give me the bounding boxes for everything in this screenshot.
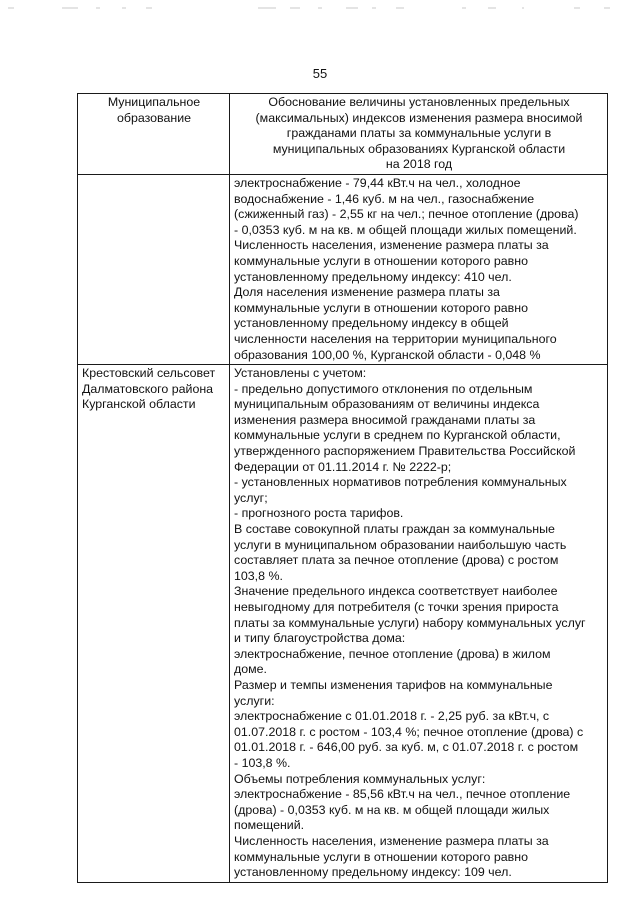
justification-table: [77, 93, 608, 883]
paragraph: электроснабжение - 85,56 кВт.ч на чел., печное отопление (дрова) - 0,0353 куб. м на кв. м общей площади жилых помещений.: [234, 787, 571, 833]
municipality-cell: [78, 174, 230, 364]
paragraph: - установленных нормативов потребления коммунальных услуг;: [234, 475, 567, 505]
column-header-justification: Обоснование величины установленных предельных (максимальных) индексов изменения размера вносимой гражданами платы за коммунальные услуги в муниципальных образованиях Курганской области на 2018 год: [230, 94, 608, 175]
table-row: [78, 365, 608, 883]
scan-artifact-marks: [0, 6, 640, 10]
municipality-cell: Крестовский сельсовет Далматовского района Курганской области: [78, 365, 230, 883]
paragraph: Численность населения, изменение размера платы за коммунальные услуги в отношении которого равно установленному предельному индексу: 109 чел.: [234, 833, 549, 880]
paragraph: электроснабжение, печное отопление (дрова) в жилом доме.: [234, 646, 551, 677]
paragraph: Объемы потребления коммунальных услуг:: [234, 771, 486, 786]
paragraph: электроснабжение с 01.01.2018 г. - 2,25 руб. за кВт.ч, с 01.07.2018 г. с ростом - 103,4 %; печное отопление (дрова) с 01.01.2018 г. - 646,00 руб. за куб. м, с 01.07.2018 г. с ростом - 103,8 %.: [234, 709, 584, 770]
justification-cell: [230, 174, 608, 364]
paragraph: электроснабжение - 79,44 кВт.ч на чел., холодное водоснабжение - 1,46 куб. м на чел., газоснабжение (сжиженный газ) - 2,55 кг на чел.; печное отопление (дрова) - 0,0353 куб. м на кв. м общей площади жилых помещений.: [234, 175, 579, 237]
table-row: [78, 174, 608, 364]
paragraph: - предельно допустимого отклонения по отдельным муниципальным образованиям от величины индекса изменения размера вносимой гражданами платы за коммунальные услуги в среднем по Курганской области, утвержденного распоряжением Правительства Российской Федерации от 01.11.2014 г. № 2222-р;: [234, 381, 576, 474]
justification-cell: [230, 365, 608, 883]
paragraph: В составе совокупной платы граждан за коммунальные услуги в муниципальном образовании наибольшую часть составляет плата за печное отопление (дрова) с ростом 103,8 %.: [234, 522, 567, 583]
paragraph: Численность населения, изменение размера платы за коммунальные услуги в отношении которого равно установленному предельному индексу: 410 чел.: [234, 238, 549, 284]
paragraph: Доля населения изменение размера платы за коммунальные услуги в отношении которого равно установленному предельному индексу в общей численности населения на территории муниципального образования 100,00 %, Курганской области - 0,048 %: [234, 285, 557, 362]
paragraph: - прогнозного роста тарифов.: [234, 506, 404, 521]
paragraph: Установлены с учетом:: [234, 366, 367, 381]
paragraph: Значение предельного индекса соответствует наиболее невыгодному для потребителя (с точки зрения прироста платы за коммунальные услуги) набору коммунальных услуг и типу благоустройства дома:: [234, 584, 586, 646]
column-header-municipality: Муниципальное образование: [78, 94, 230, 175]
table-header-row: [78, 94, 608, 175]
paragraph: Размер и темпы изменения тарифов на коммунальные услуги:: [234, 677, 553, 708]
page-number: 55: [312, 66, 328, 81]
